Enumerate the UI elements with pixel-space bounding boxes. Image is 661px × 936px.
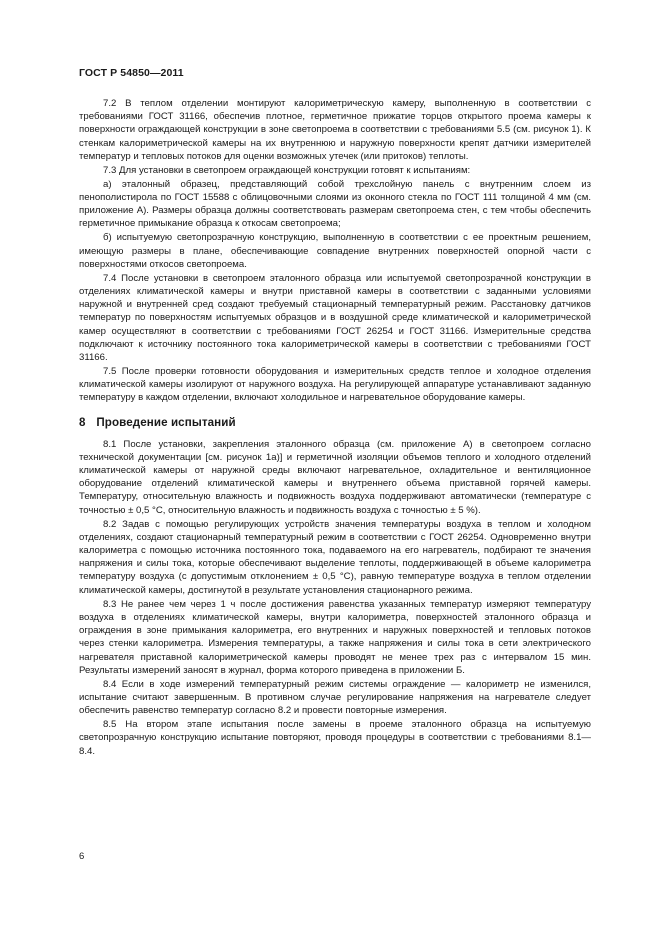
paragraph-8-1: 8.1 После установки, закрепления эталонного образца (см. приложение А) в светопроем согласно технической документации [см. рисунок 1а)] и герметичной изоляции объемов теплого и холодного отделений климатической камеры от наружной среды включают нагревательное, охладительное и вентиляционное оборудование отделений климатической камеры и внутреннего объема приставной горячей камеры. Температуру, относительную влажность и подвижность воздуха поддерживают автоматически (температуре с точностью ± 0,5 °С, относительную влажность и подвижность воздуха с точностью ± 5 %). bbox=[79, 438, 591, 516]
paragraph-8-5: 8.5 На втором этапе испытания после замены в проеме эталонного образца на испытуемую светопрозрачную конструкцию испытание повторяют, проводя процедуры в соответствии с требованиями 8.1—8.4. bbox=[79, 719, 591, 757]
paragraph-7-4: 7.4 После установки в светопроем эталонного образца или испытуемой светопрозрачной конструкции в отделениях климатической камеры и внутри приставной камеры в соответствии с заданными условиями наружной и внутренней сред создают требуемый стационарный температурный режим. Расстановку датчиков температур по поверхностям испытуемых образцов и в воздушной среде климатической и калориметрической камер осуществляют в соответствии с требованиями ГОСТ 26254 и ГОСТ 31166. Измерительные средства подключают к источнику постоянного тока калориметрической камеры в соответствии с требованиями ГОСТ 31166. bbox=[79, 272, 591, 364]
section-title: Проведение испытаний bbox=[96, 415, 236, 429]
paragraph-7-2: 7.2 В теплом отделении монтируют калориметрическую камеру, выполненную в соответствии с требованиями ГОСТ 31166, обеспечив плотное, герметичное прижатие торцов открытого проема камеры к поверхности ограждающей конструкции в зоне светопроема в соответствии с требованиями 5.5 (см. рисунок 1). К стенкам калориметрической камеры на их внутреннюю и наружную поверхности крепят датчики измерителей температур и тепловых потоков для оценки возможных утечек (или притоков) теплоты. bbox=[79, 98, 591, 162]
paragraph-7-3-b: б) испытуемую светопрозрачную конструкцию, выполненную в соответствии с ее проектным решением, имеющую размеры в плане, обеспечивающие совпадение внутренних поверхностей опорной части с поверхностями откосов светопроема. bbox=[79, 232, 591, 270]
page-number: 6 bbox=[79, 851, 85, 862]
paragraph-8-2: 8.2 Задав с помощью регулирующих устройств значения температуры воздуха в теплом и холодном отделениях, создают стационарный температурный режим в соответствии с ГОСТ 26254. Одновременно внутри калориметра с помощью источника постоянного тока, подаваемого на его нагреватель, подбирают те значения напряжения и силы тока, которые обеспечивают выделение теплоты, поддерживающей в объеме калориметра температуру воздуха (с допустимым отклонением ± 0,5 °С), равную температуре воздуха в теплом отделении климатической камеры, достигнутой в результате установления стационарного режима. bbox=[79, 518, 591, 596]
section-number: 8 bbox=[79, 415, 86, 429]
paragraph-7-3-a: а) эталонный образец, представляющий собой трехслойную панель с внутренним слоем из пенополистирола по ГОСТ 15588 с облицовочными слоями из оконного стекла по ГОСТ 111 толщиной 4 мм (см. приложение А). Размеры образца должны соответствовать размерам светопроема стен, с тем чтобы обеспечить герметичное примыкание образца к откосам светопроема; bbox=[79, 178, 591, 230]
paragraph-7-3: 7.3 Для установки в светопроем ограждающей конструкции готовят к испытаниям: bbox=[103, 164, 471, 176]
document-header: ГОСТ Р 54850—2011 bbox=[79, 67, 184, 79]
body-text bbox=[79, 97, 591, 759]
paragraph-7-5: 7.5 После проверки готовности оборудования и измерительных средств теплое и холодное отделения климатической камеры изолируют от наружного воздуха. На регулирующей аппаратуре устанавливают заданную температуру в каждом отделении, включают холодильное и нагревательное оборудование камеры. bbox=[79, 366, 591, 404]
paragraph-8-4: 8.4 Если в ходе измерений температурный режим системы ограждение — калориметр не изменился, испытание считают завершенным. В противном случае регулирование напряжения на нагревателе следует обеспечить равенство температур согласно 8.2 и провести повторные измерения. bbox=[79, 678, 591, 717]
section-heading bbox=[79, 416, 591, 429]
paragraph-8-3: 8.3 Не ранее чем через 1 ч после достижения равенства указанных температур измеряют температуру воздуха в отделениях климатической камеры, внутри калориметра, поверхностей эталонного образца и ограждения в зоне примыкания калориметра, его внутренних и наружных поверхностей и тепловых потоков через стенки калориметра. Измерения температуры, а также напряжения и силы тока в сети электрического нагревателя приставной калориметрической камеры проводят не менее трех раз с интервалом 15 мин. Результаты измерений заносят в журнал, форма которого приведена в приложении Б. bbox=[79, 598, 591, 676]
